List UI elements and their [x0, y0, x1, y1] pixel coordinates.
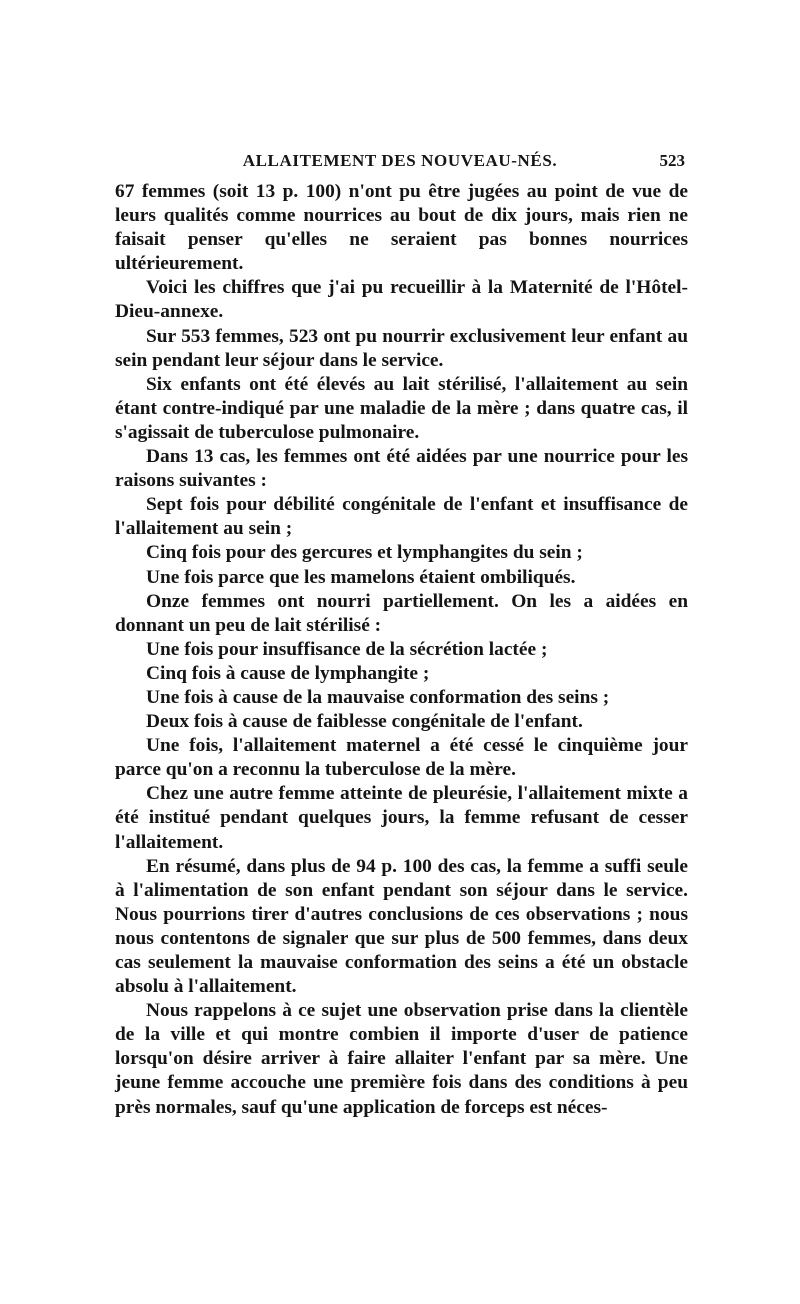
- paragraph: Nous rappelons à ce sujet une observation prise dans la clientèle de la ville et qui montre combien il importe d'user de patience lorsqu'on désire arriver à faire allaiter l'enfant par sa mère. Une jeune femme accouche une première fois dans des conditions à peu près normales, sauf qu'une application de forceps est néces-: [115, 1000, 688, 1118]
- paragraph: Voici les chiffres que j'ai pu recueillir à la Maternité de l'Hôtel-Dieu-annexe.: [115, 277, 688, 323]
- paragraph: Sept fois pour débilité congénitale de l'enfant et insuffisance de l'allaitement au sein ;: [115, 494, 688, 540]
- paragraph: Une fois, l'allaitement maternel a été cessé le cinquième jour parce qu'on a reconnu la tuberculose de la mère.: [115, 735, 688, 781]
- paragraph: Deux fois à cause de faiblesse congénitale de l'enfant.: [146, 711, 583, 733]
- text-body: [115, 180, 688, 1120]
- running-head: [115, 148, 685, 174]
- paragraph: Cinq fois pour des gercures et lymphangites du sein ;: [146, 542, 583, 564]
- paragraph: Une fois à cause de la mauvaise conformation des seins ;: [146, 686, 610, 708]
- paragraph: Une fois pour insuffisance de la sécrétion lactée ;: [146, 638, 548, 660]
- paragraph: Chez une autre femme atteinte de pleurésie, l'allaitement mixte a été institué pendant quelques jours, la femme refusant de cesser l'allaitement.: [115, 783, 688, 853]
- paragraph: 67 femmes (soit 13 p. 100) n'ont pu être jugées au point de vue de leurs qualités comme nourrices au bout de dix jours, mais rien ne faisait penser qu'elles ne seraient pas bonnes nourrices ultérieurement.: [115, 181, 688, 275]
- running-title: ALLAITEMENT DES NOUVEAU-NÉS.: [242, 151, 558, 170]
- paragraph: Dans 13 cas, les femmes ont été aidées par une nourrice pour les raisons suivantes :: [115, 446, 688, 492]
- paragraph: Six enfants ont été élevés au lait stérilisé, l'allaitement au sein étant contre-indiqué par une maladie de la mère ; dans quatre cas, il s'agissait de tuberculose pulmonaire.: [115, 373, 688, 443]
- paragraph: Sur 553 femmes, 523 ont pu nourrir exclusivement leur enfant au sein pendant leur séjour dans le service.: [115, 325, 688, 371]
- paragraph: Cinq fois à cause de lymphangite ;: [146, 662, 430, 684]
- page-number: 523: [659, 151, 685, 170]
- paragraph: En résumé, dans plus de 94 p. 100 des cas, la femme a suffi seule à l'alimentation de son enfant pendant son séjour dans le service. Nous pourrions tirer d'autres conclusions de ces observations ; nous nous contentons de signaler que sur plus de 500 femmes, dans deux cas seulement la mauvaise conformation des seins a été un obstacle absolu à l'allaitement.: [115, 855, 688, 998]
- paragraph: Une fois parce que les mamelons étaient ombiliqués.: [146, 566, 576, 588]
- paragraph: Onze femmes ont nourri partiellement. On les a aidées en donnant un peu de lait stérilisé :: [115, 590, 688, 636]
